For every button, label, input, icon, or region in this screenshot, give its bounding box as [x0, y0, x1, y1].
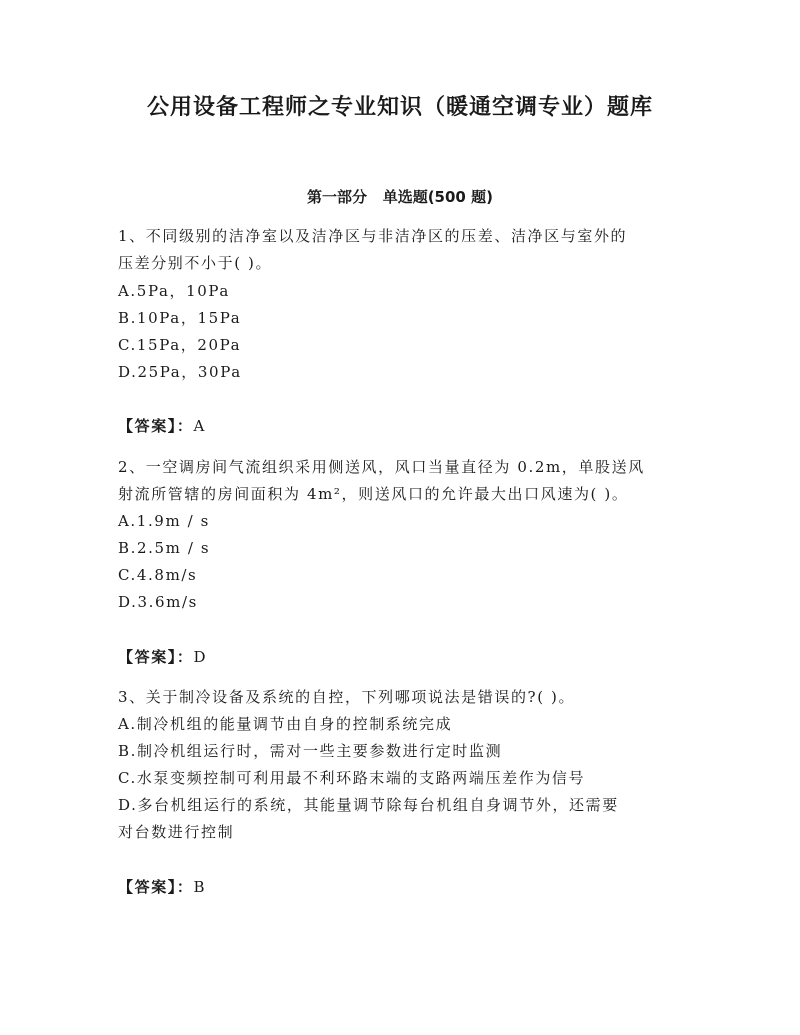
- answer-label: 【答案】：: [118, 417, 194, 435]
- option-d-continued: 对台数进行控制: [118, 823, 235, 841]
- option-b: B.制冷机组运行时，需对一些主要参数进行定时监测: [118, 742, 503, 760]
- answer-value: B: [193, 878, 207, 896]
- option-c: C.15Pa，20Pa: [118, 336, 242, 354]
- option-b: B.10Pa，15Pa: [118, 309, 242, 327]
- question-stem-line: 压差分别不小于( )。: [118, 254, 273, 272]
- option-c: C.4.8m/s: [118, 566, 198, 584]
- option-d: D.3.6m/s: [118, 593, 198, 611]
- option-d: D.25Pa，30Pa: [118, 363, 242, 381]
- option-a: A.1.9m / s: [118, 512, 210, 530]
- option-a: A.5Pa，10Pa: [118, 282, 230, 300]
- answer: [118, 877, 206, 897]
- document-title: 公用设备工程师之专业知识（暖通空调专业）题库: [146, 95, 653, 120]
- answer: [118, 416, 206, 436]
- answer-value: A: [193, 417, 206, 435]
- question-stem-line: 3、关于制冷设备及系统的自控，下列哪项说法是错误的?( )。: [118, 688, 576, 706]
- answer: [118, 647, 207, 667]
- section-heading: 第一部分 单选题(500 题): [307, 188, 493, 206]
- option-a: A.制冷机组的能量调节由自身的控制系统完成: [118, 715, 453, 733]
- answer-label: 【答案】：: [118, 878, 194, 896]
- answer-value: D: [193, 648, 208, 666]
- option-d: D.多台机组运行的系统，其能量调节除每台机组自身调节外，还需要: [118, 796, 619, 814]
- question-stem-line: 2、一空调房间气流组织采用侧送风，风口当量直径为 0.2m，单股送风: [118, 458, 645, 476]
- option-c: C.水泵变频控制可利用最不利环路末端的支路两端压差作为信号: [118, 769, 586, 787]
- option-b: B.2.5m / s: [118, 539, 211, 557]
- question-stem-line: 1、不同级别的洁净室以及洁净区与非洁净区的压差、洁净区与室外的: [118, 227, 628, 245]
- answer-label: 【答案】：: [118, 648, 194, 666]
- question-stem-line: 射流所管辖的房间面积为 4m²，则送风口的允许最大出口风速为( )。: [118, 485, 629, 503]
